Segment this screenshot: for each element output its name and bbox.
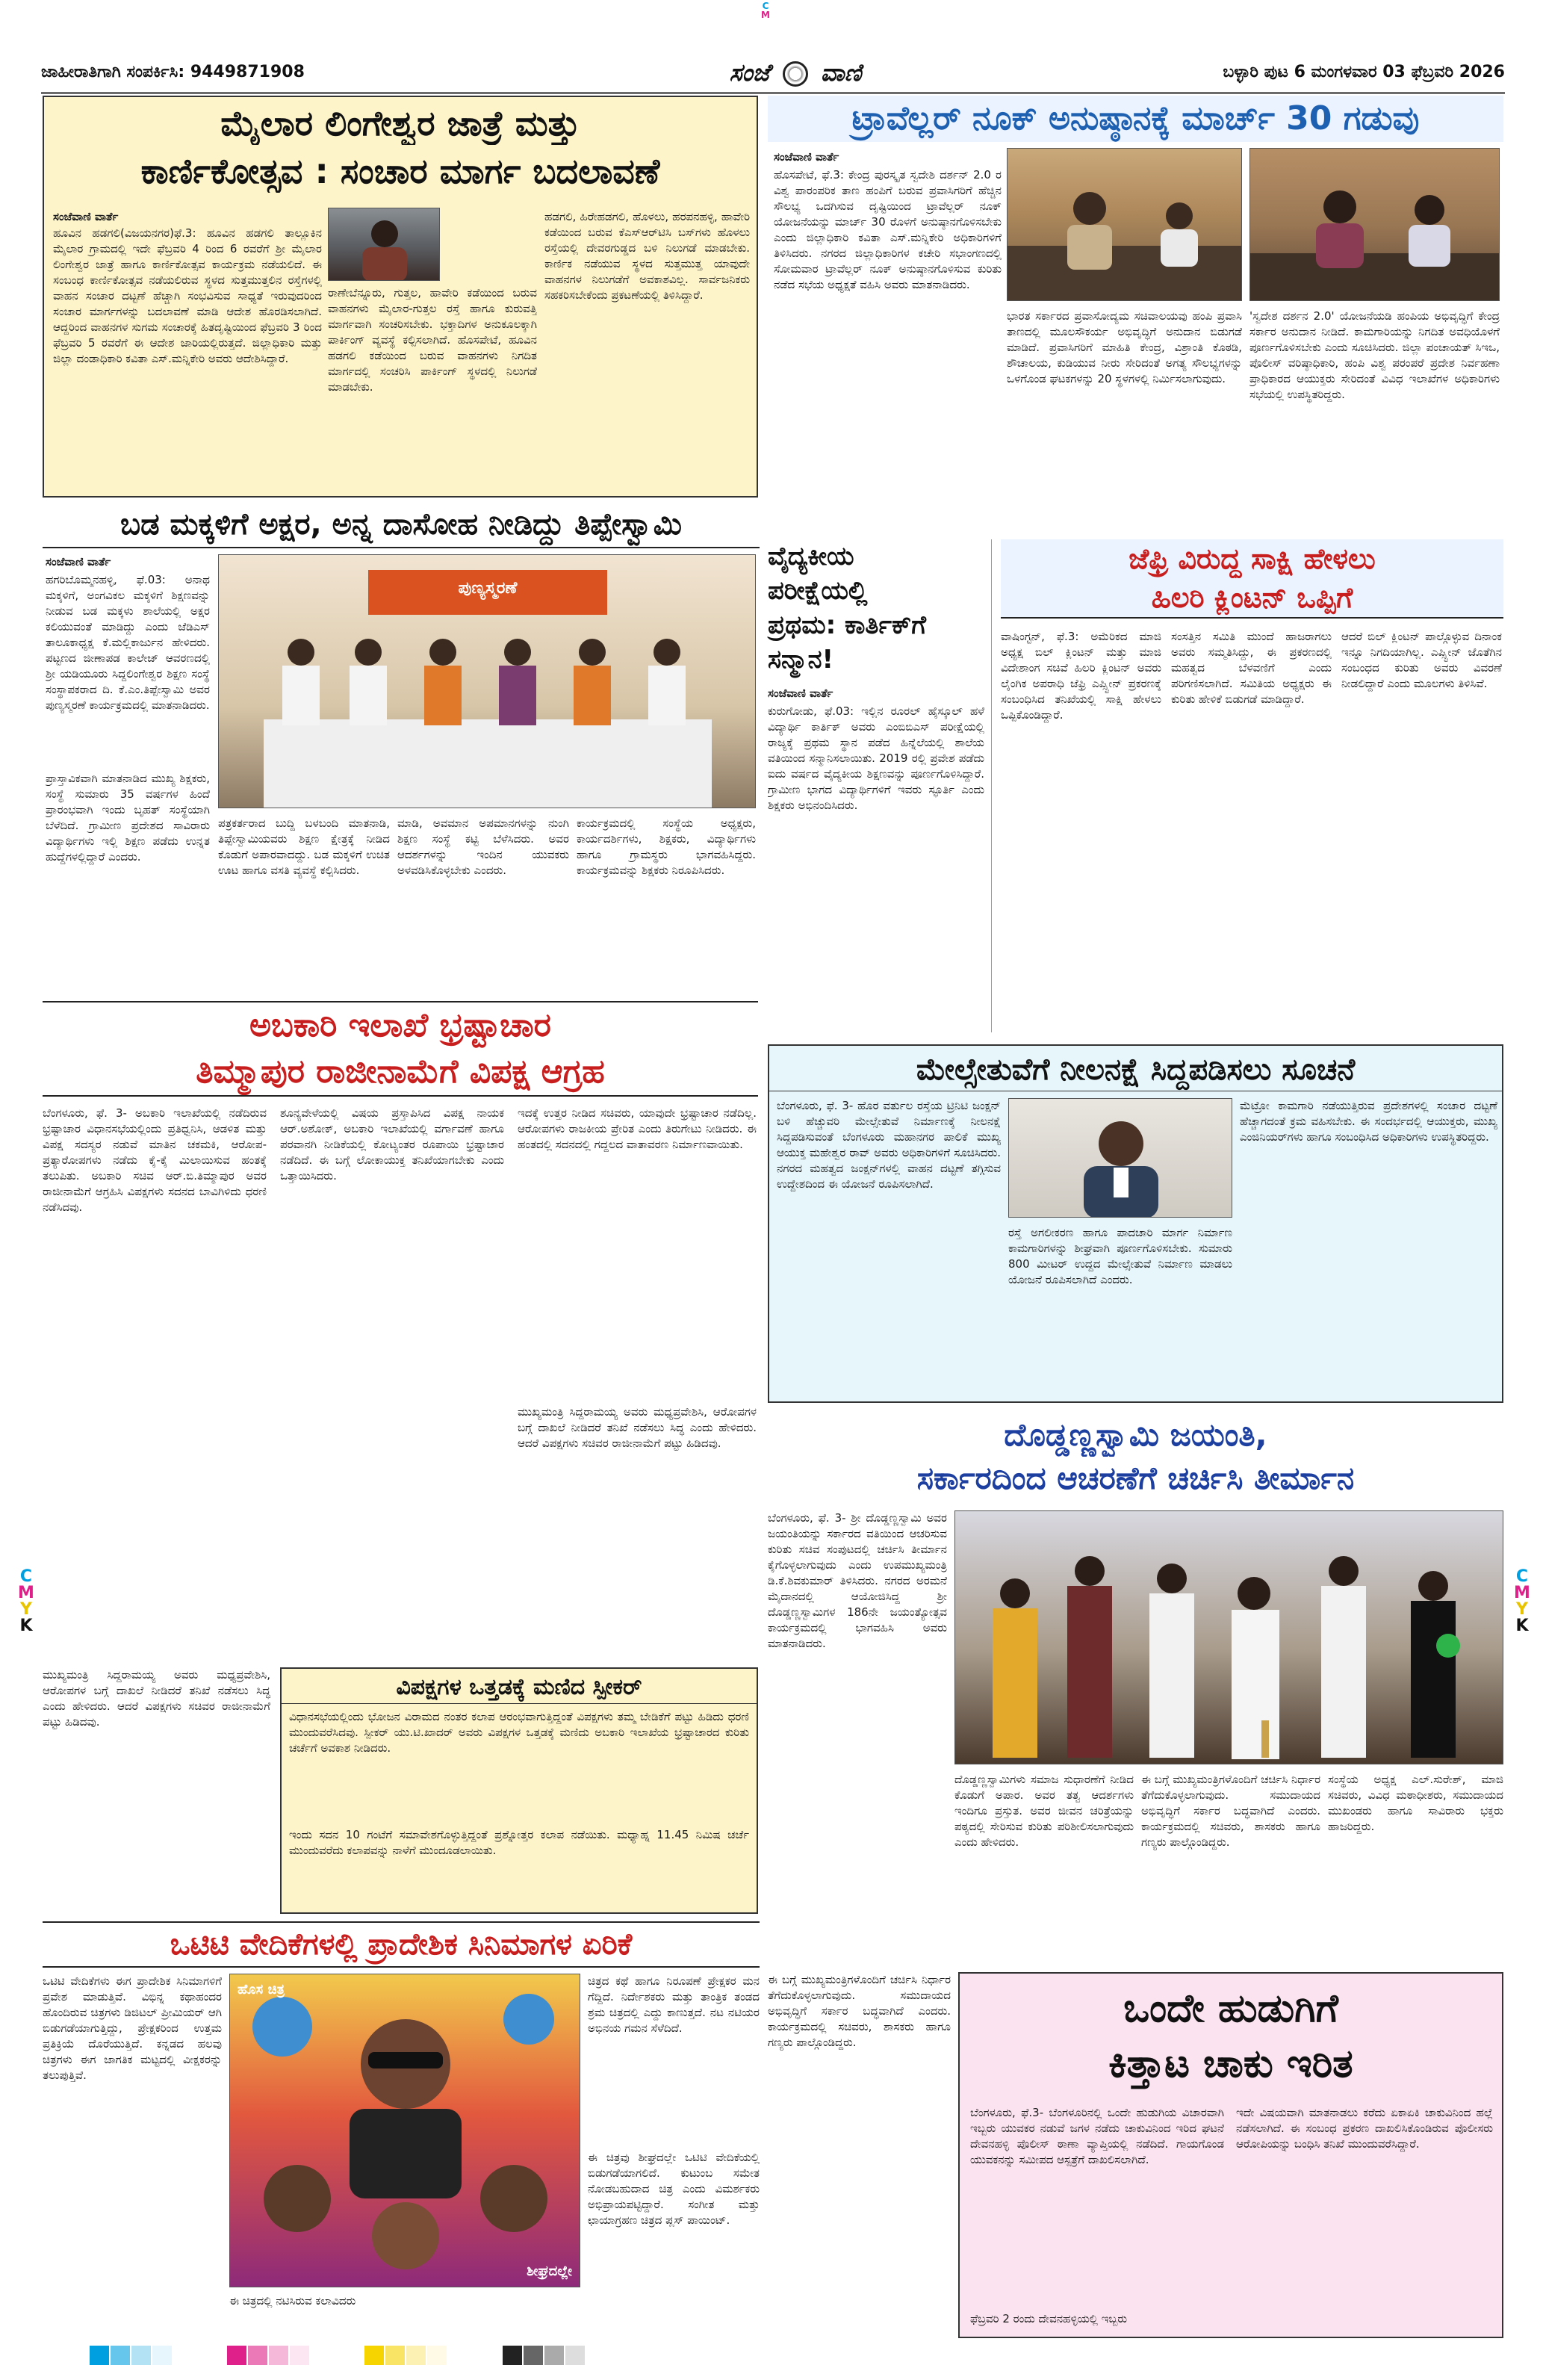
strip-m4 — [290, 2346, 309, 2365]
paper-logo — [653, 58, 937, 93]
mailara-article — [43, 96, 758, 498]
abakari-headline — [43, 1001, 758, 1097]
strip-y4 — [427, 2346, 447, 2365]
mailara-body-2: ರಾಣೇಬೆನ್ನೂರು, ಗುತ್ತಲ, ಹಾವೇರಿ ಕಡೆಯಿಂದ ಬರುವ ವಾಹನಗಳು ಮೈಲಾರ-ಗುತ್ತಲ ರಸ್ತೆ ಹಾಗೂ ಕುರುವತ್ತಿ ಮಾರ್ಗವಾಗಿ ಸಂಚರಿಸಬೇಕು. ಭಕ್ತಾದಿಗಳ ಅನುಕೂಲಕ್ಕಾಗಿ ಪಾರ್ಕಿಂಗ್ ವ್ಯವಸ್ಥೆ ಕಲ್ಪಿಸಲಾಗಿದೆ. ಹೊಸಪೇಟೆ, ಹೂವಿನ ಹಡಗಲಿ ಕಡೆಯಿಂದ ಬರುವ ವಾಹನಗಳು ನಿಗದಿತ ಮಾರ್ಗದಲ್ಲಿ ಸಂಚರಿಸಿ ಪಾರ್ಕಿಂಗ್ ಸ್ಥಳದಲ್ಲಿ ನಿಲುಗಡೆ ಮಾಡಬೇಕು. — [328, 286, 537, 394]
abakari-headline-1: ಅಬಕಾರಿ ಇಲಾಖೆ ಭ್ರಷ್ಟಾಚಾರ — [249, 1006, 551, 1044]
shivaswamy-banner: ಪುಣ್ಯಸ್ಮರಣೆ — [458, 579, 518, 598]
doddanna-body-4: ಸಂಸ್ಥೆಯ ಅಧ್ಯಕ್ಷ ಎಲ್.ಸುರೇಶ್, ಮಾಜಿ ಸಚಿವರು, ವಿವಿಧ ಮಠಾಧೀಶರು, ಸಮುದಾಯದ ಮುಖಂಡರು ಹಾಗೂ ಸಾವಿರಾರು ಭಕ್ತರು ಹಾಜರಿದ್ದರು. — [1328, 1773, 1503, 1833]
traveller-byline: ಸಂಜೆವಾಣಿ ವಾರ್ತೆ — [774, 150, 839, 164]
color-bar-strip — [90, 2346, 911, 2367]
ott-poster — [229, 1974, 580, 2287]
flyover-photo — [1008, 1098, 1232, 1218]
knife-body-1: ಬೆಂಗಳೂರು, ಫೆ.3- ಬೆಂಗಳೂರಿನಲ್ಲಿ ಒಂದೇ ಹುಡುಗಿಯ ವಿಚಾರವಾಗಿ ಇಬ್ಬರು ಯುವಕರ ನಡುವೆ ಜಗಳ ನಡೆದು ಚಾಕುವಿನಿಂದ ಇರಿದ ಘಟನೆ ದೇವನಹಳ್ಳಿ ಪೊಲೀಸ್ ಠಾಣಾ ವ್ಯಾಪ್ತಿಯಲ್ಲಿ ನಡೆದಿದೆ. ಗಾಯಗೊಂಡ ಯುವಕನನ್ನು ಸಮೀಪದ ಆಸ್ಪತ್ರೆಗೆ ದಾಖಲಿಸಲಾಗಿದೆ. — [970, 2106, 1224, 2166]
medical-body: ಕುರುಗೋಡು, ಫೆ.03: ಇಲ್ಲಿನ ರೂರಲ್ ಹೈಸ್ಕೂಲ್ ಹಳೆ ವಿದ್ಯಾರ್ಥಿ ಕಾರ್ತಿಕ್ ಅವರು ಎಂಬಿಬಿಎಸ್ ಪರೀಕ್ಷೆಯಲ್ಲಿ ರಾಜ್ಯಕ್ಕೆ ಪ್ರಥಮ ಸ್ಥಾನ ಪಡೆದ ಹಿನ್ನೆಲೆಯಲ್ಲಿ ಶಾಲೆಯ ವತಿಯಿಂದ ಸನ್ಮಾನಿಸಲಾಯಿತು. 2019 ರಲ್ಲಿ ಪ್ರವೇಶ ಪಡೆದು ಐದು ವರ್ಷದ ವೈದ್ಯಕೀಯ ಶಿಕ್ಷಣವನ್ನು ಪೂರ್ಣಗೊಳಿಸಿದ್ದಾರೆ. ಗ್ರಾಮೀಣ ಭಾಗದ ವಿದ್ಯಾರ್ಥಿಗಳಿಗೆ ಇವರು ಸ್ಫೂರ್ತಿ ಎಂದು ಶಿಕ್ಷಕರು ಅಭಿನಂದಿಸಿದರು. — [768, 704, 984, 812]
cmyk-left-y: Y — [20, 1600, 32, 1619]
shivaswamy-byline: ಸಂಜೆವಾಣಿ ವಾರ್ತೆ — [46, 555, 111, 568]
advert-contact — [41, 63, 305, 81]
flyover-body-3: ಮೆಟ್ರೋ ಕಾಮಗಾರಿ ನಡೆಯುತ್ತಿರುವ ಪ್ರದೇಶಗಳಲ್ಲಿ ಸಂಚಾರ ದಟ್ಟಣೆ ಹೆಚ್ಚಾಗದಂತೆ ಕ್ರಮ ವಹಿಸಬೇಕು. ಈ ಸಂದರ್ಭದಲ್ಲಿ ಆಯುಕ್ತರು, ಮುಖ್ಯ ಎಂಜಿನಿಯರ್‌ಗಳು ಹಾಗೂ ಸಂಬಂಧಿಸಿದ ಅಧಿಕಾರಿಗಳು ಉಪಸ್ಥಿತರಿದ್ದರು. — [1240, 1099, 1497, 1144]
clinton-body-2: ಸಂಸತ್ತಿನ ಸಮಿತಿ ಮುಂದೆ ಹಾಜರಾಗಲು ಅವರು ಸಮ್ಮತಿಸಿದ್ದು, ಈ ಪ್ರಕರಣದಲ್ಲಿ ಮಹತ್ವದ ಬೆಳವಣಿಗೆ ಎಂದು ಪರಿಗಣಿಸಲಾಗಿದೆ. ಸಮಿತಿಯ ಅಧ್ಯಕ್ಷರು ಈ ಕುರಿತು ಹೇಳಿಕೆ ಬಿಡುಗಡೆ ಮಾಡಿದ್ದಾರೆ. — [1171, 630, 1332, 706]
traveller-body-1: ಹೊಸಪೇಟೆ, ಫೆ.3: ಕೇಂದ್ರ ಪುರಸ್ಕೃತ ಸ್ವದೇಶಿ ದರ್ಶನ್ 2.0 ರ ವಿಶ್ವ ಪಾರಂಪರಿಕ ತಾಣ ಹಂಪಿಗೆ ಬರುವ ಪ್ರವಾಸಿಗರಿಗೆ ಹೆಚ್ಚಿನ ಸೌಲಭ್ಯ ಒದಗಿಸುವ ದೃಷ್ಟಿಯಿಂದ ಟ್ರಾವೆಲ್ಲರ್ ನೂಕ್ ಯೋಜನೆಯನ್ನು ಮಾರ್ಚ್ 30 ರೊಳಗೆ ಅನುಷ್ಠಾನಗೊಳಿಸಬೇಕು ಎಂದು ಜಿಲ್ಲಾಧಿಕಾರಿ ಕವಿತಾ ಎಸ್.ಮನ್ನಿಕೇರಿ ಅಧಿಕಾರಿಗಳಿಗೆ ತಿಳಿಸಿದರು. ನಗರದ ಜಿಲ್ಲಾಧಿಕಾರಿಗಳ ಕಚೇರಿ ಸಭಾಂಗಣದಲ್ಲಿ ಸೋಮವಾರ ಟ್ರಾವೆಲ್ಲರ್ ನೂಕ್ ಅನುಷ್ಠಾನಗೊಳಿಸುವ ಕುರಿತು ನಡೆದ ಸಭೆಯ ಅಧ್ಯಕ್ಷತೆ ವಹಿಸಿ ಅವರು ಮಾತನಾಡಿದರು. — [774, 168, 1002, 291]
abakari-body-4: ಮುಖ್ಯಮಂತ್ರಿ ಸಿದ್ದರಾಮಯ್ಯ ಅವರು ಮಧ್ಯಪ್ರವೇಶಿಸಿ, ಆರೋಪಗಳ ಬಗ್ಗೆ ದಾಖಲೆ ನೀಡಿದರೆ ತನಿಖೆ ನಡೆಸಲು ಸಿದ್ಧ ಎಂದು ಹೇಳಿದರು. ಆದರೆ ವಿಪಕ್ಷಗಳು ಸಚಿವರ ರಾಜೀನಾಮೆಗೆ ಪಟ್ಟು ಹಿಡಿದವು. — [518, 1405, 757, 1450]
medical-headline-3: ಪ್ರಥಮ: ಕಾರ್ತಿಕ್‌ಗೆ — [768, 610, 927, 640]
abakari-body-2: ಶೂನ್ಯವೇಳೆಯಲ್ಲಿ ವಿಷಯ ಪ್ರಸ್ತಾಪಿಸಿದ ವಿಪಕ್ಷ ನಾಯಕ ಆರ್.ಅಶೋಕ್, ಅಬಕಾರಿ ಇಲಾಖೆಯಲ್ಲಿ ವರ್ಗಾವಣೆ ಹಾಗೂ ಪರವಾನಗಿ ನೀಡಿಕೆಯಲ್ಲಿ ಕೋಟ್ಯಂತರ ರೂಪಾಯಿ ಭ್ರಷ್ಟಾಚಾರ ನಡೆದಿದೆ. ಈ ಬಗ್ಗೆ ಲೋಕಾಯುಕ್ತ ತನಿಖೆಯಾಗಬೇಕು ಎಂದು ಒತ್ತಾಯಿಸಿದರು. — [280, 1106, 504, 1183]
mailara-photo — [328, 208, 440, 281]
abakari-continued: ಮುಖ್ಯಮಂತ್ರಿ ಸಿದ್ದರಾಮಯ್ಯ ಅವರು ಮಧ್ಯಪ್ರವೇಶಿಸಿ, ಆರೋಪಗಳ ಬಗ್ಗೆ ದಾಖಲೆ ನೀಡಿದರೆ ತನಿಖೆ ನಡೆಸಲು ಸಿದ್ಧ ಎಂದು ಹೇಳಿದರು. ಆದರೆ ವಿಪಕ್ಷಗಳು ಸಚಿವರ ರಾಜೀನಾಮೆಗೆ ಪಟ್ಟು ಹಿಡಿದವು. — [43, 1668, 270, 1729]
paper-name-left: ಸಂಜೆ — [729, 58, 770, 87]
medical-headline — [768, 539, 988, 677]
medical-byline: ಸಂಜೆವಾಣಿ ವಾರ್ತೆ — [768, 687, 833, 700]
ott-article — [43, 1921, 760, 2340]
doddanna-article — [768, 1413, 1503, 1966]
clinton-headline-2: ಹಿಲರಿ ಕ್ಲಿಂಟನ್ ಒಪ್ಪಿಗೆ — [1151, 581, 1353, 614]
speaker-headline: ವಿಪಕ್ಷಗಳ ಒತ್ತಡಕ್ಕೆ ಮಣಿದ ಸ್ಪೀಕರ್ — [282, 1672, 757, 1704]
ott-poster-art — [230, 1974, 580, 2287]
strip-k4 — [565, 2346, 585, 2365]
strip-m3 — [269, 2346, 288, 2365]
shivaswamy-headline: ಬಡ ಮಕ್ಕಳಿಗೆ ಅಕ್ಷರ, ಅನ್ನ ದಾಸೋಹ ನೀಡಿದ್ದು ತಿಪ್ಪೇಸ್ವಾಮಿ — [43, 502, 760, 548]
cmyk-right-m: M — [1514, 1584, 1530, 1602]
traveller-photo-left — [1007, 148, 1242, 301]
doddanna-body-3: ಈ ಬಗ್ಗೆ ಮುಖ್ಯಮಂತ್ರಿಗಳೊಂದಿಗೆ ಚರ್ಚಿಸಿ ನಿರ್ಧಾರ ತೆಗೆದುಕೊಳ್ಳಲಾಗುವುದು. ಸಮುದಾಯದ ಅಭಿವೃದ್ಧಿಗೆ ಸರ್ಕಾರ ಬದ್ಧವಾಗಿದೆ ಎಂದರು. ಕಾರ್ಯಕ್ರಮದಲ್ಲಿ ಸಚಿವರು, ಶಾಸಕರು ಹಾಗೂ ಗಣ್ಯರು ಪಾಲ್ಗೊಂಡಿದ್ದರು. — [1141, 1773, 1320, 1849]
knife-body-2: ಇದೇ ವಿಷಯವಾಗಿ ಮಾತನಾಡಲು ಕರೆದು ಏಕಾಏಕಿ ಚಾಕುವಿನಿಂದ ಹಲ್ಲೆ ನಡೆಸಲಾಗಿದೆ. ಈ ಸಂಬಂಧ ಪ್ರಕರಣ ದಾಖಲಿಸಿಕೊಂಡಿರುವ ಪೊಲೀಸರು ಆರೋಪಿಯನ್ನು ಬಂಧಿಸಿ ತನಿಖೆ ಮುಂದುವರೆಸಿದ್ದಾರೆ. — [1236, 2106, 1493, 2151]
strip-c4 — [152, 2346, 172, 2365]
mailara-body-3: ಹಡಗಲಿ, ಹಿರೇಹಡಗಲಿ, ಹೊಳಲು, ಹರಪನಹಳ್ಳಿ, ಹಾವೇರಿ ಕಡೆಯಿಂದ ಬರುವ ಕೆಎಸ್ಆರ್‌ಟಿಸಿ ಬಸ್‌ಗಳು ಹೊಳಲು ರಸ್ತೆಯಲ್ಲಿ ದೇವರಗುಡ್ಡದ ಬಳಿ ನಿಲುಗಡೆ ಮಾಡಬೇಕು. ಕಾರ್ಣಿಕ ನಡೆಯುವ ಸ್ಥಳದ ಸುತ್ತಮುತ್ತ ಯಾವುದೇ ವಾಹನಗಳ ನಿಲುಗಡೆಗೆ ಅವಕಾಶವಿಲ್ಲ. ಸಾರ್ವಜನಿಕರು ಸಹಕರಿಸಬೇಕೆಂದು ಪ್ರಕಟಣೆಯಲ್ಲಿ ತಿಳಿಸಿದ್ದಾರೆ. — [544, 210, 750, 302]
paper-name-right: ವಾಣಿ — [820, 58, 862, 87]
mailara-photo-figure — [329, 208, 440, 281]
shivaswamy-body-1: ಹಗರಿಬೊಮ್ಮನಹಳ್ಳಿ, ಫೆ.03: ಅನಾಥ ಮಕ್ಕಳಿಗೆ, ಅಂಗವಿಕಲ ಮಕ್ಕಳಿಗೆ ಶಿಕ್ಷಣವನ್ನು ನೀಡುವ ಬಡ ಮಕ್ಕಳು ಶಾಲೆಯಲ್ಲಿ ಅಕ್ಷರ ಕಲಿಯುವಂತೆ ಮಾಡಿದ್ದು ಎಂದು ಜೆಡಿಎಸ್ ತಾಲೂಕಾಧ್ಯಕ್ಷ ಕೆ.ಮಲ್ಲಿಕಾರ್ಜುನ ಹೇಳಿದರು. ಪಟ್ಟಣದ ಜೀಣಾಪಡ ಕಾಲೇಜ್ ಆವರಣದಲ್ಲಿ ಶ್ರೀ ಯಡಿಯೂರು ಸಿದ್ದಲಿಂಗೇಶ್ವರ ಶಿಕ್ಷಣ ಸಂಸ್ಥೆ ಸಂಸ್ಥಾಪಕರಾದ ದಿ. ಕೆ.ಎಂ.ತಿಪ್ಪೇಸ್ವಾಮಿ ಅವರ ಪುಣ್ಯಸ್ಮರಣೆ ಕಾರ್ಯಕ್ರಮದಲ್ಲಿ ಮಾತನಾಡಿದರು. — [46, 573, 210, 712]
cmyk-left-k: K — [19, 1617, 33, 1635]
flyover-article — [768, 1044, 1503, 1403]
traveller-photo-right-scene — [1250, 149, 1500, 301]
flyover-headline: ಮೇಲ್ಸೇತುವೆಗೆ ನೀಲನಕ್ಷೆ ಸಿದ್ದಪಡಿಸಲು ಸೂಚನೆ — [769, 1049, 1502, 1091]
cmyk-mark-right — [1512, 1569, 1532, 1634]
traveller-body-3: 'ಸ್ವದೇಶ ದರ್ಶನ 2.0' ಯೋಜನೆಯಡಿ ಹಂಪಿಯ ಅಭಿವೃದ್ಧಿಗೆ ಕೇಂದ್ರ ಸರ್ಕಾರ ಅನುದಾನ ನೀಡಿದೆ. ಕಾಮಗಾರಿಯನ್ನು ನಿಗದಿತ ಅವಧಿಯೊಳಗೆ ಪೂರ್ಣಗೊಳಿಸಬೇಕು ಎಂದು ಸೂಚಿಸಿದರು. ಜಿಲ್ಲಾ ಪಂಚಾಯತ್ ಸಿಇಒ, ಪೊಲೀಸ್ ವರಿಷ್ಠಾಧಿಕಾರಿ, ಹಂಪಿ ವಿಶ್ವ ಪರಂಪರೆ ಪ್ರದೇಶ ನಿರ್ವಹಣಾ ಪ್ರಾಧಿಕಾರದ ಆಯುಕ್ತರು ಸೇರಿದಂತೆ ವಿವಿಧ ಇಲಾಖೆಗಳ ಅಧಿಕಾರಿಗಳು ಸಭೆಯಲ್ಲಿ ಉಪಸ್ಥಿತರಿದ್ದರು. — [1249, 309, 1500, 401]
shivaswamy-photo — [218, 554, 756, 808]
cmyk-mark-top — [751, 1, 780, 19]
clinton-headline-1: ಜೆಫ್ರಿ ವಿರುದ್ಧ ಸಾಕ್ಷಿ ಹೇಳಲು — [1128, 542, 1376, 575]
strip-c2 — [111, 2346, 130, 2365]
knife-article — [958, 1972, 1503, 2338]
strip-gap-3 — [452, 2346, 497, 2365]
knife-headline — [960, 1981, 1502, 2092]
knife-headline-2: ಕಿತ್ತಾಟ ಚಾಕು ಇರಿತ — [1108, 2042, 1353, 2086]
masthead — [41, 58, 1505, 94]
traveller-photo-left-scene — [1008, 149, 1242, 301]
cmyk-c: C — [762, 1, 769, 11]
shivaswamy-body-5: ಕಾರ್ಯಕ್ರಮದಲ್ಲಿ ಸಂಸ್ಥೆಯ ಅಧ್ಯಕ್ಷರು, ಕಾರ್ಯದರ್ಶಿಗಳು, ಶಿಕ್ಷಕರು, ವಿದ್ಯಾರ್ಥಿಗಳು ಹಾಗೂ ಗ್ರಾಮಸ್ಥರು ಭಾಗವಹಿಸಿದ್ದರು. ಕಾರ್ಯಕ್ರಮವನ್ನು ಶಿಕ್ಷಕರು ನಿರೂಪಿಸಿದರು. — [577, 816, 756, 877]
ott-body-3: ಈ ಚಿತ್ರವು ಶೀಘ್ರದಲ್ಲೇ ಒಟಿಟಿ ವೇದಿಕೆಯಲ್ಲಿ ಬಿಡುಗಡೆಯಾಗಲಿದೆ. ಕುಟುಂಬ ಸಮೇತ ನೋಡಬಹುದಾದ ಚಿತ್ರ ಎಂದು ವಿಮರ್ಶಕರು ಅಭಿಪ್ರಾಯಪಟ್ಟಿದ್ದಾರೆ. ಸಂಗೀತ ಮತ್ತು ಛಾಯಾಗ್ರಹಣ ಚಿತ್ರದ ಪ್ಲಸ್ ಪಾಯಿಂಟ್. — [588, 2151, 760, 2227]
advert-label: ಜಾಹೀರಾತಿಗಾಗಿ ಸಂಪರ್ಕಿಸಿ: — [41, 63, 185, 81]
strip-gap-2 — [314, 2346, 359, 2365]
clinton-body-3: ಆದರೆ ಬಿಲ್ ಕ್ಲಿಂಟನ್ ಪಾಲ್ಗೊಳ್ಳುವ ದಿನಾಂಕ ಇನ್ನೂ ನಿಗದಿಯಾಗಿಲ್ಲ. ಎಪ್ಸ್ಟೀನ್ ಜೊತೆಗಿನ ಸಂಬಂಧದ ಕುರಿತು ಅವರು ವಿವರಣೆ ನೀಡಲಿದ್ದಾರೆ ಎಂದು ಮೂಲಗಳು ತಿಳಿಸಿವೆ. — [1341, 630, 1502, 690]
cmyk-m: M — [761, 10, 770, 20]
knife-headline-1: ಒಂದೇ ಹುಡುಗಿಗೆ — [1123, 1986, 1338, 2031]
strip-c1 — [90, 2346, 109, 2365]
cmyk-right-y: Y — [1516, 1600, 1528, 1619]
strip-y2 — [385, 2346, 405, 2365]
strip-k2 — [524, 2346, 543, 2365]
traveller-headline: ಟ್ರಾವೆಲ್ಲರ್ ನೂಕ್ ಅನುಷ್ಠಾನಕ್ಕೆ ಮಾರ್ಚ್ 30 ಗಡುವು — [768, 96, 1503, 142]
advert-phone: 9449871908 — [190, 63, 305, 81]
cmyk-left-c: C — [19, 1567, 33, 1586]
strip-y1 — [364, 2346, 384, 2365]
doddanna-headline-2: ಸರ್ಕಾರದಿಂದ ಆಚರಣೆಗೆ ಚರ್ಚಿಸಿ ತೀರ್ಮಾನ — [916, 1460, 1355, 1496]
ott-poster-line-1: ಹೊಸ ಚಿತ್ರ — [237, 1982, 285, 1998]
mailara-headline-1: ಮೈಲಾರ ಲಿಂಗೇಶ್ವರ ಜಾತ್ರೆ ಮತ್ತು — [220, 103, 580, 143]
strip-gap-1 — [177, 2346, 222, 2365]
ott-body-1: ಒಟಿಟಿ ವೇದಿಕೆಗಳು ಈಗ ಪ್ರಾದೇಶಿಕ ಸಿನಿಮಾಗಳಿಗೆ ಪ್ರವೇಶ ಮಾಡುತ್ತಿವೆ. ವಿಭಿನ್ನ ಕಥಾಹಂದರ ಹೊಂದಿರುವ ಚಿತ್ರಗಳು ಡಿಜಿಟಲ್ ಪ್ರೀಮಿಯರ್ ಆಗಿ ಬಿಡುಗಡೆಯಾಗುತ್ತಿದ್ದು, ಪ್ರೇಕ್ಷಕರಿಂದ ಉತ್ತಮ ಪ್ರತಿಕ್ರಿಯೆ ದೊರೆಯುತ್ತಿದೆ. ಕನ್ನಡದ ಹಲವು ಚಿತ್ರಗಳು ಈಗ ಜಾಗತಿಕ ಮಟ್ಟದಲ್ಲಿ ವೀಕ್ಷಕರನ್ನು ತಲುಪುತ್ತಿವೆ. — [43, 1974, 222, 2082]
ott-body-2: ಚಿತ್ರದ ಕಥೆ ಹಾಗೂ ನಿರೂಪಣೆ ಪ್ರೇಕ್ಷಕರ ಮನ ಗೆದ್ದಿದೆ. ನಿರ್ದೇಶಕರು ಮತ್ತು ತಾಂತ್ರಿಕ ತಂಡದ ಶ್ರಮ ಚಿತ್ರದಲ್ಲಿ ಎದ್ದು ಕಾಣುತ್ತದೆ. ನಟ ನಟಿಯರ ಅಭಿನಯ ಗಮನ ಸೆಳೆದಿದೆ. — [588, 1974, 760, 2035]
flyover-photo-portrait — [1009, 1099, 1232, 1218]
doddanna-photo — [954, 1510, 1503, 1764]
cmyk-right-c: C — [1515, 1567, 1529, 1586]
doddanna-continued: ಈ ಬಗ್ಗೆ ಮುಖ್ಯಮಂತ್ರಿಗಳೊಂದಿಗೆ ಚರ್ಚಿಸಿ ನಿರ್ಧಾರ ತೆಗೆದುಕೊಳ್ಳಲಾಗುವುದು. ಸಮುದಾಯದ ಅಭಿವೃದ್ಧಿಗೆ ಸರ್ಕಾರ ಬದ್ಧವಾಗಿದೆ ಎಂದರು. ಕಾರ್ಯಕ್ರಮದಲ್ಲಿ ಸಚಿವರು, ಶಾಸಕರು ಹಾಗೂ ಗಣ್ಯರು ಪಾಲ್ಗೊಂಡಿದ್ದರು. — [768, 1973, 951, 2049]
shivaswamy-body-3: ಪತ್ರಕರ್ತರಾದ ಬುದ್ದಿ ಬಳಬಂದಿ ಮಾತನಾಡಿ, ತಿಪ್ಪೇಸ್ವಾಮಿಯವರು ಶಿಕ್ಷಣ ಕ್ಷೇತ್ರಕ್ಕೆ ನೀಡಿದ ಕೊಡುಗೆ ಅಪಾರವಾದದ್ದು. ಬಡ ಮಕ್ಕಳಿಗೆ ಉಚಿತ ಊಟ ಹಾಗೂ ವಸತಿ ವ್ಯವಸ್ಥೆ ಕಲ್ಪಿಸಿದರು. — [218, 816, 390, 877]
doddanna-photo-scene — [955, 1511, 1503, 1764]
traveller-body-2: ಭಾರತ ಸರ್ಕಾರದ ಪ್ರವಾಸೋದ್ಯಮ ಸಚಿವಾಲಯವು ಹಂಪಿ ಪ್ರವಾಸಿ ತಾಣದಲ್ಲಿ ಮೂಲಸೌಕರ್ಯ ಅಭಿವೃದ್ಧಿಗೆ ಅನುದಾನ ಬಿಡುಗಡೆ ಮಾಡಿದೆ. ಪ್ರವಾಸಿಗರಿಗೆ ಮಾಹಿತಿ ಕೇಂದ್ರ, ವಿಶ್ರಾಂತಿ ಕೊಠಡಿ, ಶೌಚಾಲಯ, ಕುಡಿಯುವ ನೀರು ಸೇರಿದಂತೆ ಅಗತ್ಯ ಸೌಲಭ್ಯಗಳನ್ನು ಒಳಗೊಂಡ ಘಟಕಗಳನ್ನು 20 ಸ್ಥಳಗಳಲ್ಲಿ ನಿರ್ಮಿಸಲಾಗುವುದು. — [1007, 309, 1242, 385]
doddanna-body-1: ಬೆಂಗಳೂರು, ಫೆ. 3- ಶ್ರೀ ದೊಡ್ಡಣ್ಣಸ್ವಾಮಿ ಅವರ ಜಯಂತಿಯನ್ನು ಸರ್ಕಾರದ ವತಿಯಿಂದ ಆಚರಿಸುವ ಕುರಿತು ಸಚಿವ ಸಂಪುಟದಲ್ಲಿ ಚರ್ಚಿಸಿ ತೀರ್ಮಾನ ಕೈಗೊಳ್ಳಲಾಗುವುದು ಎಂದು ಉಪಮುಖ್ಯಮಂತ್ರಿ ಡಿ.ಕೆ.ಶಿವಕುಮಾರ್ ತಿಳಿಸಿದರು. ನಗರದ ಅರಮನೆ ಮೈದಾನದಲ್ಲಿ ಆಯೋಜಿಸಿದ್ದ ಶ್ರೀ ದೊಡ್ಡಣ್ಣಸ್ವಾಮಿಗಳ 186ನೇ ಜಯಂತ್ಯೋತ್ಸವ ಕಾರ್ಯಕ್ರಮದಲ್ಲಿ ಭಾಗವಹಿಸಿ ಅವರು ಮಾತನಾಡಿದರು. — [768, 1511, 947, 1650]
clinton-body-1: ವಾಷಿಂಗ್ಟನ್, ಫೆ.3: ಅಮೆರಿಕದ ಮಾಜಿ ಅಧ್ಯಕ್ಷ ಬಿಲ್ ಕ್ಲಿಂಟನ್ ಮತ್ತು ಮಾಜಿ ವಿದೇಶಾಂಗ ಸಚಿವೆ ಹಿಲರಿ ಕ್ಲಿಂಟನ್ ಅವರು ಲೈಂಗಿಕ ಅಪರಾಧಿ ಜೆಫ್ರಿ ಎಪ್ಸ್ಟೀನ್ ಪ್ರಕರಣಕ್ಕೆ ಸಂಬಂಧಿಸಿದ ತನಿಖೆಯಲ್ಲಿ ಸಾಕ್ಷಿ ಹೇಳಲು ಒಪ್ಪಿಕೊಂಡಿದ್ದಾರೆ. — [1001, 630, 1161, 722]
strip-k1 — [503, 2346, 522, 2365]
speaker-article — [280, 1667, 758, 1914]
abakari-article — [43, 1001, 758, 1666]
abakari-body-3: ಇದಕ್ಕೆ ಉತ್ತರ ನೀಡಿದ ಸಚಿವರು, ಯಾವುದೇ ಭ್ರಷ್ಟಾಚಾರ ನಡೆದಿಲ್ಲ. ಆರೋಪಗಳು ರಾಜಕೀಯ ಪ್ರೇರಿತ ಎಂದು ತಿರುಗೇಟು ನೀಡಿದರು. ಈ ಹಂತದಲ್ಲಿ ಸದನದಲ್ಲಿ ಗದ್ದಲದ ವಾತಾವರಣ ನಿರ್ಮಾಣವಾಯಿತು. — [518, 1106, 757, 1151]
shivaswamy-body-4: ಮಾಡಿ, ಅವಮಾನ ಅಪಮಾನಗಳನ್ನು ನುಂಗಿ ಶಿಕ್ಷಣ ಸಂಸ್ಥೆ ಕಟ್ಟಿ ಬೆಳೆಸಿದರು. ಅವರ ಆದರ್ಶಗಳನ್ನು ಇಂದಿನ ಯುವಕರು ಅಳವಡಿಸಿಕೊಳ್ಳಬೇಕು ಎಂದರು. — [397, 816, 569, 877]
shivaswamy-article — [43, 502, 760, 988]
mailara-body-1: ಹೂವಿನ ಹಡಗಲಿ(ವಿಜಯನಗರ)ಫೆ.3: ಹೂವಿನ ಹಡಗಲಿ ತಾಲ್ಲೂಕಿನ ಮೈಲಾರ ಗ್ರಾಮದಲ್ಲಿ ಇದೇ ಫೆಬ್ರವರಿ 4 ರಿಂದ 6 ರವರೆಗೆ ಶ್ರೀ ಮೈಲಾರ ಲಿಂಗೇಶ್ವರ ಜಾತ್ರೆ ಹಾಗೂ ಕಾರ್ಣಿಕೋತ್ಸವ ಕಾರ್ಯಕ್ರಮ ನಡೆಯಲಿದೆ. ಈ ಸಂಬಂಧ ಕಾರ್ಣಿಕೋತ್ಸವ ನಡೆಯಲಿರುವ ಸ್ಥಳದ ಸುತ್ತಮುತ್ತಲಿನ ರಸ್ತೆಗಳಲ್ಲಿ ವಾಹನ ಸಂಚಾರ ದಟ್ಟಣೆ ಹೆಚ್ಚಾಗಿ ಸಂಭವಿಸುವ ಸಾಧ್ಯತೆ ಇರುವುದರಿಂದ ಸಂಚಾರ ಮಾರ್ಗಗಳನ್ನು ಬದಲಾವಣೆ ಮಾಡಿ ಆದೇಶ ಹೊರಡಿಸಲಾಗಿದೆ. ಆದ್ದರಿಂದ ವಾಹನಗಳ ಸುಗಮ ಸಂಚಾರಕ್ಕೆ ಹಿತದೃಷ್ಟಿಯಿಂದ ಫೆಬ್ರವರಿ 3 ರಿಂದ ಫೆಬ್ರವರಿ 5 ರವರೆಗೆ ಈ ಆದೇಶ ಜಾರಿಯಲ್ಲಿರುತ್ತದೆ. ಜಿಲ್ಲಾಧಿಕಾರಿ ಮತ್ತು ಜಿಲ್ಲಾ ದಂಡಾಧಿಕಾರಿ ಕವಿತಾ ಎಸ್.ಮನ್ನಿಕೇರಿ ಅವರು ಆದೇಶಿಸಿದ್ದಾರೆ. — [53, 226, 322, 365]
flyover-body-2: ರಸ್ತೆ ಅಗಲೀಕರಣ ಹಾಗೂ ಪಾದಚಾರಿ ಮಾರ್ಗ ನಿರ್ಮಾಣ ಕಾಮಗಾರಿಗಳನ್ನು ಶೀಘ್ರವಾಗಿ ಪೂರ್ಣಗೊಳಿಸಬೇಕು. ಸುಮಾರು 800 ಮೀಟರ್ ಉದ್ದದ ಮೇಲ್ಸೇತುವೆ ನಿರ್ಮಾಣ ಮಾಡಲು ಯೋಜನೆ ರೂಪಿಸಲಾಗಿದೆ ಎಂದರು. — [1008, 1226, 1232, 1286]
mailara-byline: ಸಂಜೆವಾಣಿ ವಾರ್ತೆ — [53, 210, 119, 223]
doddanna-body-2: ದೊಡ್ಡಣ್ಣಸ್ವಾಮಿಗಳು ಸಮಾಜ ಸುಧಾರಣೆಗೆ ನೀಡಿದ ಕೊಡುಗೆ ಅಪಾರ. ಅವರ ತತ್ವ ಆದರ್ಶಗಳು ಇಂದಿಗೂ ಪ್ರಸ್ತುತ. ಅವರ ಜೀವನ ಚರಿತ್ರೆಯನ್ನು ಪಠ್ಯದಲ್ಲಿ ಸೇರಿಸುವ ಕುರಿತು ಪರಿಶೀಲಿಸಲಾಗುವುದು ಎಂದು ಹೇಳಿದರು. — [954, 1773, 1134, 1849]
strip-y3 — [406, 2346, 426, 2365]
strip-c3 — [131, 2346, 151, 2365]
medical-article — [768, 539, 992, 1032]
traveller-photo-right — [1249, 148, 1500, 301]
ott-photo-caption: ಈ ಚಿತ್ರದಲ್ಲಿ ನಟಿಸಿರುವ ಕಲಾವಿದರು — [229, 2294, 356, 2308]
cmyk-left-m: M — [18, 1584, 34, 1602]
dateline: ಬಳ್ಳಾರಿ ಪುಟ 6 ಮಂಗಳವಾರ 03 ಫೆಬ್ರವರಿ 2026 — [1223, 63, 1505, 81]
medical-headline-2: ಪರೀಕ್ಷೆಯಲ್ಲಿ — [768, 576, 868, 606]
logo-emblem-icon — [783, 61, 808, 87]
strip-m1 — [227, 2346, 246, 2365]
clinton-article — [1001, 539, 1503, 1032]
doddanna-headline-1: ದೊಡ್ಡಣ್ಣಸ್ವಾಮಿ ಜಯಂತಿ, — [1004, 1416, 1267, 1453]
ott-headline: ಒಟಿಟಿ ವೇದಿಕೆಗಳಲ್ಲಿ ಪ್ರಾದೇಶಿಕ ಸಿನಿಮಾಗಳ ಏರಿಕೆ — [43, 1921, 760, 1968]
cmyk-mark-left — [16, 1569, 36, 1634]
clinton-headline — [1001, 539, 1503, 619]
abakari-body-1: ಬೆಂಗಳೂರು, ಫೆ. 3- ಅಬಕಾರಿ ಇಲಾಖೆಯಲ್ಲಿ ನಡೆದಿರುವ ಭ್ರಷ್ಟಾಚಾರ ವಿಧಾನಸಭೆಯಲ್ಲಿಂದು ಪ್ರತಿಧ್ವನಿಸಿ, ಆಡಳಿತ ಮತ್ತು ವಿಪಕ್ಷ ಸದಸ್ಯರ ನಡುವೆ ಮಾತಿನ ಚಕಮಕಿ, ಆರೋಪ-ಪ್ರತ್ಯಾರೋಪಗಳು ನಡೆದು ಕೈ-ಕೈ ಮಿಲಾಯಿಸುವ ಹಂತಕ್ಕೆ ತಲುಪಿತು. ಅಬಕಾರಿ ಸಚಿವ ಆರ್.ಬಿ.ತಿಮ್ಮಾಪುರ ಅವರ ರಾಜೀನಾಮೆಗೆ ಆಗ್ರಹಿಸಿ ವಿಪಕ್ಷಗಳು ಸದನದ ಬಾವಿಗಿಳಿದು ಧರಣಿ ನಡೆಸಿದವು. — [43, 1106, 267, 1214]
abakari-headline-2: ತಿಮ್ಮಾಪುರ ರಾಜೀನಾಮೆಗೆ ವಿಪಕ್ಷ ಆಗ್ರಹ — [196, 1053, 605, 1091]
strip-k3 — [544, 2346, 564, 2365]
medical-headline-4: ಸನ್ಮಾನ! — [768, 645, 833, 675]
ott-poster-line-2: ಶೀಘ್ರದಲ್ಲೇ — [527, 2263, 572, 2279]
strip-m2 — [248, 2346, 267, 2365]
doddanna-headline — [768, 1413, 1503, 1500]
mailara-headline-2: ಕಾರ್ಣಿಕೋತ್ಸವ : ಸಂಚಾರ ಮಾರ್ಗ ಬದಲಾವಣೆ — [140, 151, 660, 191]
medical-headline-1: ವೈದ್ಯಕೀಯ — [768, 542, 854, 571]
shivaswamy-body-2: ಪ್ರಾಸ್ತಾವಿಕವಾಗಿ ಮಾತನಾಡಿದ ಮುಖ್ಯ ಶಿಕ್ಷಕರು, ಸಂಸ್ಥೆ ಸುಮಾರು 35 ವರ್ಷಗಳ ಹಿಂದೆ ಪ್ರಾರಂಭವಾಗಿ ಇಂದು ಬೃಹತ್ ಸಂಸ್ಥೆಯಾಗಿ ಬೆಳೆದಿದೆ. ಗ್ರಾಮೀಣ ಪ್ರದೇಶದ ಸಾವಿರಾರು ವಿದ್ಯಾರ್ಥಿಗಳು ಇಲ್ಲಿ ಶಿಕ್ಷಣ ಪಡೆದು ಉನ್ನತ ಹುದ್ದೆಗಳಲ್ಲಿದ್ದಾರೆ ಎಂದರು. — [46, 772, 210, 864]
flyover-body-1: ಬೆಂಗಳೂರು, ಫೆ. 3- ಹೊರ ವರ್ತುಲ ರಸ್ತೆಯ ಟ್ರಿನಿಟಿ ಜಂಕ್ಷನ್ ಬಳಿ ಹೆಚ್ಚುವರಿ ಮೇಲ್ಸೇತುವೆ ನಿರ್ಮಾಣಕ್ಕೆ ನೀಲನಕ್ಷೆ ಸಿದ್ದಪಡಿಸುವಂತೆ ಬೆಂಗಳೂರು ಮಹಾನಗರ ಪಾಲಿಕೆ ಮುಖ್ಯ ಆಯುಕ್ತ ಮಹೇಶ್ವರ ರಾವ್ ಅವರು ಅಧಿಕಾರಿಗಳಿಗೆ ಸೂಚಿಸಿದರು. ನಗರದ ಮಹತ್ವದ ಜಂಕ್ಷನ್‌ಗಳಲ್ಲಿ ವಾಹನ ದಟ್ಟಣೆ ತಗ್ಗಿಸುವ ಉದ್ದೇಶದಿಂದ ಈ ಯೋಜನೆ ರೂಪಿಸಲಾಗಿದೆ. — [777, 1099, 1001, 1191]
cmyk-right-k: K — [1515, 1617, 1529, 1635]
speaker-body-1: ವಿಧಾನಸಭೆಯಲ್ಲಿಂದು ಭೋಜನ ವಿರಾಮದ ನಂತರ ಕಲಾಪ ಆರಂಭವಾಗುತ್ತಿದ್ದಂತೆ ವಿಪಕ್ಷಗಳು ತಮ್ಮ ಬೇಡಿಕೆಗೆ ಪಟ್ಟು ಹಿಡಿದು ಧರಣಿ ಮುಂದುವರೆಸಿದವು. ಸ್ಪೀಕರ್ ಯು.ಟಿ.ಖಾದರ್ ಅವರು ವಿಪಕ್ಷಗಳ ಒತ್ತಡಕ್ಕೆ ಮಣಿದು ಅಬಕಾರಿ ಇಲಾಖೆಯ ಭ್ರಷ್ಟಾಚಾರದ ಕುರಿತು ಚರ್ಚೆಗೆ ಅವಕಾಶ ನೀಡಿದರು. — [289, 1710, 749, 1755]
speaker-body-2: ಇಂದು ಸದನ 10 ಗಂಟೆಗೆ ಸಮಾವೇಶಗೊಳ್ಳುತ್ತಿದ್ದಂತೆ ಪ್ರಶ್ನೋತ್ತರ ಕಲಾಪ ನಡೆಯಿತು. ಮಧ್ಯಾಹ್ನ 11.45 ನಿಮಿಷ ಚರ್ಚೆ ಮುಂದುವರೆದು ಕಲಾಪವನ್ನು ನಾಳೆಗೆ ಮುಂದೂಡಲಾಯಿತು. — [289, 1828, 749, 1857]
knife-dateline: ಫೆಬ್ರವರಿ 2 ರಂದು ದೇವನಹಳ್ಳಿಯಲ್ಲಿ ಇಬ್ಬರು — [970, 2312, 1128, 2325]
